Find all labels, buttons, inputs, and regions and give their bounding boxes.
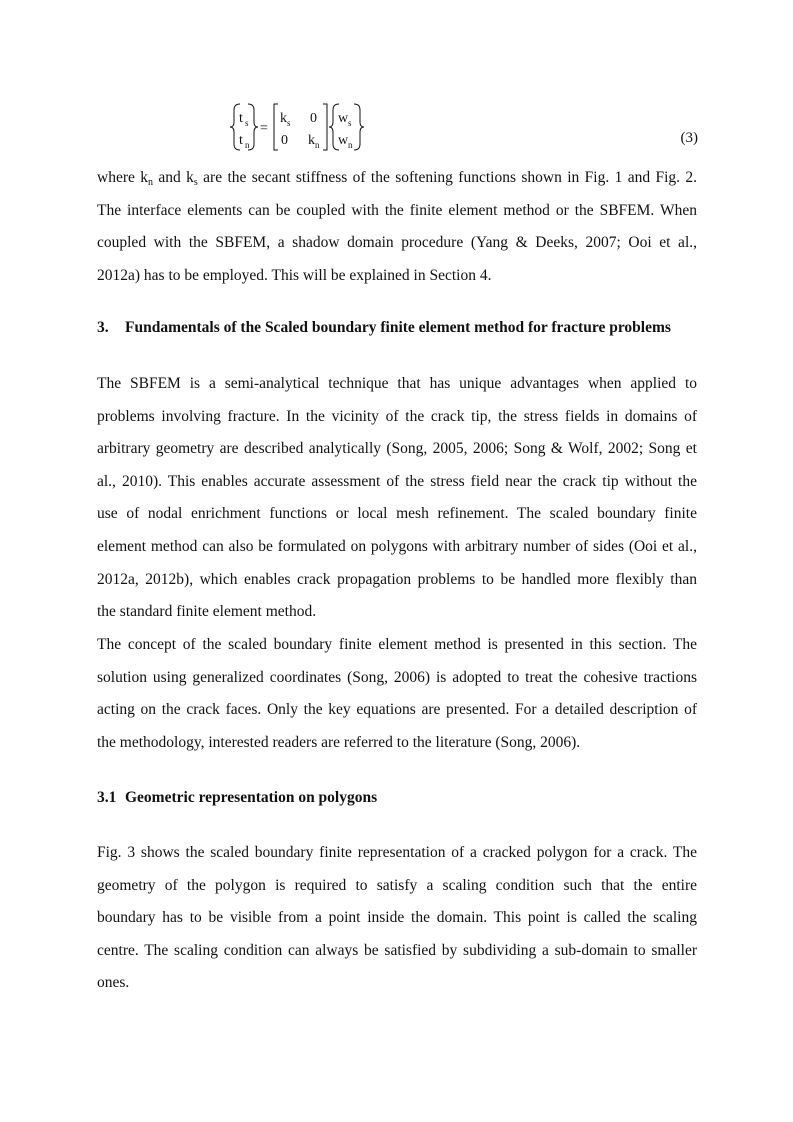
left-bracket-matrix (274, 104, 278, 150)
equation-number: (3) (680, 130, 698, 146)
paragraph-line: coupled with the SBFEM, a shadow domain procedure (Yang & Deeks, 2007; Ooi et al., (97, 234, 697, 252)
paragraph-line: geometry of the polygon is required to satisfy a scaling condition such that the entire (97, 876, 697, 894)
equation-3 (228, 100, 698, 156)
paragraph-line: the methodology, interested readers are referred to the literature (Song, 2006). (97, 733, 581, 751)
equals-sign: = (260, 121, 268, 136)
paragraph-line: The concept of the scaled boundary finite element method is presented in this section. The (97, 636, 697, 653)
matrix-ks-base: k (280, 111, 287, 126)
matrix-zero-21: 0 (281, 133, 288, 148)
paragraph-line: where $k_n$ and $k_s$ are the secant stiffness of the softening functions shown in Fig. 1 and Fig. 2. (97, 169, 697, 188)
paragraph-geometric-representation (97, 837, 697, 1000)
right-brace-lhs (248, 104, 258, 150)
paragraph-line: ones. (97, 974, 130, 992)
paragraph-line: 2012a) has to be employed. This will be explained in Section 4. (97, 266, 492, 284)
lhs-tn-base: t (239, 133, 243, 148)
right-brace-rhs (354, 104, 364, 150)
lhs-ts-sub: s (245, 118, 249, 128)
rhs-ws-base: w (338, 111, 349, 126)
paragraph-line: The interface elements can be coupled with the finite element method or the SBFEM. When (97, 201, 697, 219)
section-title: Geometric representation on polygons (125, 789, 378, 806)
paragraph-concept (97, 629, 697, 759)
paragraph-line: solution using generalized coordinates (Song, 2006) is adopted to treat the cohesive tractions (97, 668, 697, 686)
paragraph-line: 2012a, 2012b), which enables crack propagation problems to be handled more flexibly than (97, 570, 697, 588)
lhs-ts-base: t (239, 111, 243, 126)
paragraph-line: centre. The scaling condition can always be satisfied by subdividing a sub-domain to smaller (97, 941, 697, 959)
matrix-kn-base: k (308, 133, 315, 148)
matrix-ks-sub: s (287, 118, 291, 128)
paragraph-interface-elements (97, 162, 697, 292)
paragraph-line: the standard finite element method. (97, 603, 317, 621)
section-heading-3-1 (97, 789, 377, 807)
lhs-tn-sub: n (245, 140, 250, 150)
paragraph-line: boundary has to be visible from a point inside the domain. This point is called the scaling (97, 909, 697, 927)
paragraph-line: al., 2010). This enables accurate assessment of the stress field near the crack tip without the (97, 472, 697, 490)
rhs-wn-base: w (338, 133, 349, 148)
matrix-kn-sub: n (315, 140, 320, 150)
matrix-zero-12: 0 (310, 111, 317, 126)
rhs-wn-sub: n (348, 140, 353, 150)
paragraph-line: element method can also be formulated on polygons with arbitrary number of sides (Ooi et al., (97, 537, 697, 555)
section-number: 3.1 (97, 789, 117, 806)
section-number: 3. (97, 319, 109, 336)
paragraph-line: The SBFEM is a semi-analytical technique that has unique advantages when applied to (97, 375, 697, 392)
rhs-ws-sub: s (348, 118, 352, 128)
paragraph-line: arbitrary geometry are described analytically (Song, 2005, 2006; Song & Wolf, 2002; Song et (97, 440, 697, 458)
paragraph-line: Fig. 3 shows the scaled boundary finite representation of a cracked polygon for a crack. The (97, 844, 697, 861)
section-title: Fundamentals of the Scaled boundary finite element method for fracture problems (125, 319, 671, 336)
equation-matrix (228, 100, 378, 156)
paragraph-sbfem-intro (97, 368, 697, 629)
paragraph-line: problems involving fracture. In the vicinity of the crack tip, the stress fields in domains of (97, 407, 697, 425)
paragraph-line: acting on the crack faces. Only the key equations are presented. For a detailed description of (97, 701, 697, 719)
right-bracket-matrix (323, 104, 327, 150)
section-heading-3 (97, 319, 671, 337)
paragraph-line: use of nodal enrichment functions or local mesh refinement. The scaled boundary finite (97, 505, 697, 523)
